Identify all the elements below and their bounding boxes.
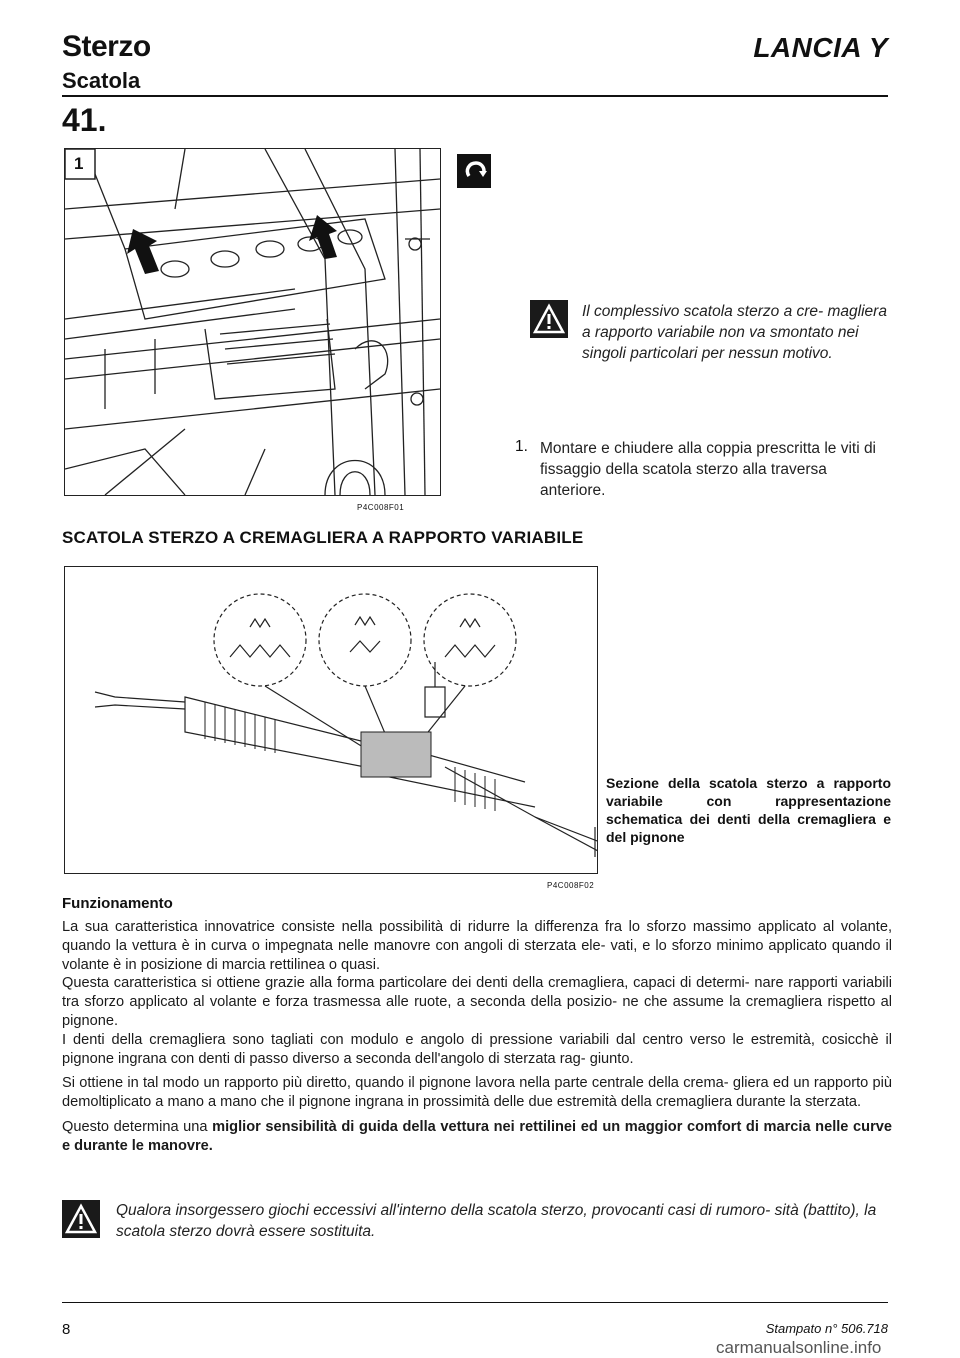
paragraph-2: Questa caratteristica si ottiene grazie alla forma particolare dei denti della cremagliera, capaci di determi- nare rapporti variabili tra sforzo applicato al volante e forza trasmessa alle ruote, a seconda della posizio- ne che assume la cremagliera rispetto al pignone. [62, 975, 892, 1029]
paragraph-5-lead: Questo determina una [62, 1118, 213, 1135]
page-number: 8 [62, 1321, 71, 1338]
header-rule [62, 95, 888, 97]
step-1-text: Montare e chiudere alla coppia prescritta le viti di fissaggio della scatola sterzo alla traversa anteriore. [540, 440, 877, 499]
funzionamento-heading: Funzionamento [62, 895, 173, 912]
figure-2-caption: Sezione della scatola sterzo a rapporto variabile con rappresentazione schematica dei denti della cremagliera e del pignone [606, 775, 891, 845]
figure-steering-box-mounting [64, 148, 441, 496]
figure-1-number: 1 [74, 154, 84, 173]
paragraph-1: La sua caratteristica innovatrice consiste nella possibilità di ridurre la differenza fra lo sforzo massimo applicato al volante, quando la vettura è in curva o impegnata nelle manovre con angoli di sterzata ele- vati, e lo sforzo minimo applicato quando il volante è in posizione di marcia rettilinea o quasi. [62, 919, 892, 973]
paragraph-5 [62, 1118, 892, 1156]
footer-rule [62, 1302, 888, 1303]
page-subtitle: Scatola [62, 68, 141, 93]
paragraph-4: Si ottiene in tal modo un rapporto più diretto, quando il pignone lavora nella parte centrale della crema- gliera ed un rapporto più demoltiplicato a mano a mano che il pignone ingrana in prossimità delle due estremità della cremagliera durante la sterzata. [62, 1075, 892, 1111]
brand-name: LANCIA Y [753, 32, 888, 63]
watermark: carmanualsonline.info [716, 1338, 882, 1357]
figure-1-illustration [65, 149, 440, 495]
funzionamento-body [62, 918, 892, 1156]
warning-icon [530, 300, 568, 338]
paragraph-5-emphasis: miglior sensibilità di guida della vettura nei rettilinei ed un maggior comfort di marcia nelle curve e durante le manovre. [62, 1118, 892, 1154]
warning-note-text: Il complessivo scatola sterzo a cre- magliera a rapporto variabile non va smontato nei singoli particolari per nessun motivo. [582, 303, 887, 362]
step-1-number: 1. [515, 438, 528, 455]
page-title: Sterzo [62, 30, 151, 63]
bottom-warning-text: Qualora insorgessero giochi eccessivi all'interno della scatola sterzo, provocanti casi di rumoro- sità (battito), la scatola sterzo dovrà essere sostituita. [116, 1202, 877, 1240]
section-number: 41. [62, 102, 107, 138]
bottom-warning-icon [62, 1200, 100, 1238]
section-heading: SCATOLA STERZO A CREMAGLIERA A RAPPORTO VARIABILE [62, 528, 584, 547]
paragraph-3: I denti della cremagliera sono tagliati con modulo e angolo di pressione variabili dal centro verso le estremità, cosicchè il pignone ingrana con denti di passo diverso a seconda dell'angolo di sterzata rag- giunto. [62, 1031, 892, 1067]
tighten-procedure-icon [457, 154, 491, 188]
figure-2-code: P4C008F02 [547, 881, 595, 890]
publication-number: Stampato n° 506.718 [765, 1321, 888, 1336]
figure-1-code: P4C008F01 [357, 503, 405, 512]
figure-2-illustration [65, 567, 597, 873]
figure-rack-pinion-section [64, 566, 598, 874]
